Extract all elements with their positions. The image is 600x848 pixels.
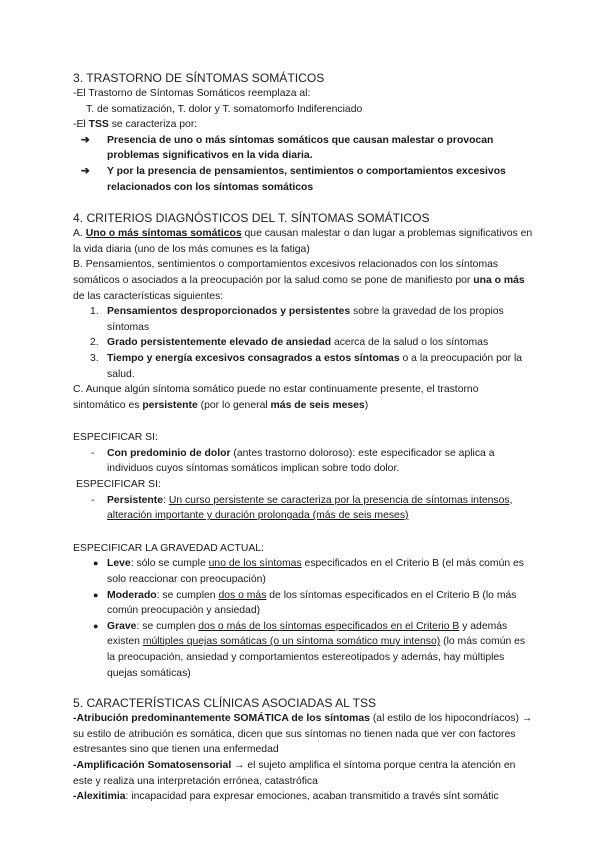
s3-line-characterized: -El TSS se caracteriza por: bbox=[73, 119, 198, 131]
arrow-icon: ➔ bbox=[81, 165, 90, 177]
criterion-b-item-3: 3. Tiempo y energía excesivos consagrados a estos síntomas o a la preocupación por la salud. bbox=[90, 352, 523, 380]
severity-mild: ● Leve: sólo se cumple uno de los síntomas especificados en el Criterio B (el más común es solo reaccionar con preocupación) bbox=[93, 556, 533, 587]
s3-line-replaces: -El Trastorno de Síntomas Somáticos reemplaza al: bbox=[73, 88, 311, 99]
feature-somatic-attribution: -Atribución predominantemente SOMÁTICA de los síntomas (al estilo de los hipocondríacos) → su estilo de atribución es somática, dicen que sus síntomas no tienen nada que ver con factores estresantes sino que tienen una enfermedad bbox=[73, 713, 533, 756]
document-page bbox=[73, 70, 533, 805]
specifier-persistent: - Persistente: Un curso persistente se caracteriza por la presencia de síntomas intensos, alteración importante y duración prolongada (más de seis meses) bbox=[91, 494, 513, 522]
s3-arrow-item-2: ➔ Y por la presencia de pensamientos, sentimientos o comportamientos excesivos relacionados con los síntomas somáticos bbox=[81, 164, 533, 195]
criterion-b-item-2: 2. Grado persistentemente elevado de ansiedad acerca de la salud o los síntomas bbox=[90, 337, 489, 349]
severity-moderate: ● Moderado: se cumplen dos o más de los síntomas especificados en el Criterio B (lo más común preocupación y ansiedad) bbox=[93, 588, 533, 619]
specifier-pain: - Con predominio de dolor (antes trastorno doloroso): este especificador se aplica a individuos cuyos síntomas somáticos implican sobre todo dolor. bbox=[91, 447, 495, 475]
bullet-icon: ● bbox=[93, 620, 99, 631]
specify-heading-1: ESPECIFICAR SI: bbox=[73, 432, 158, 444]
arrow-icon: ➔ bbox=[81, 134, 90, 146]
criterion-b-item-1: 1. Pensamientos desproporcionados y persistentes sobre la gravedad de los propios síntomas bbox=[90, 306, 504, 333]
section-5-heading: 5. CARACTERÍSTICAS CLÍNICAS ASOCIADAS AL TSS bbox=[73, 696, 377, 711]
s3-line-disorders: T. de somatización, T. dolor y T. somatomorfo Indiferenciado bbox=[86, 103, 363, 115]
criterion-a: A. Uno o más síntomas somáticos que causan malestar o dan lugar a problemas significativos en la vida diaria (uno de los más comunes es la fatiga) bbox=[73, 228, 533, 255]
severity-severe: ● Grave: se cumplen dos o más de los síntomas especificados en el Criterio B y además existen múltiples quejas somáticas (o un síntoma somático muy intenso) (lo más común es la preocupación, ansiedad y comportamientos estereotipados y además, hay múltiples quejas somáticas) bbox=[93, 619, 533, 681]
severity-heading: ESPECIFICAR LA GRAVEDAD ACTUAL: bbox=[73, 542, 264, 554]
criterion-c: C. Aunque algún síntoma somático puede no estar continuamente presente, el trastorno sintomático es persistente (por lo general más de seis meses) bbox=[73, 384, 479, 411]
criterion-b: B. Pensamientos, sentimientos o comportamientos excesivos relacionados con los síntomas somáticos o asociados a la preocupación por la salud como se pone de manifiesto por una o más de las características siguientes: bbox=[73, 259, 525, 302]
bullet-icon: ● bbox=[93, 589, 99, 600]
s3-arrow-item-1: ➔ Presencia de uno o más síntomas somáticos que causan malestar o provocan problemas significativos en la vida diaria. bbox=[81, 133, 533, 164]
bullet-icon: ● bbox=[93, 558, 99, 569]
feature-alexithymia: -Alexitimia: incapacidad para expresar emociones, acaban transmitido a través sínt somátic bbox=[73, 791, 499, 803]
section-4-heading: 4. CRITERIOS DIAGNÓSTICOS DEL T. SÍNTOMAS SOMÁTICOS bbox=[73, 211, 430, 226]
feature-somatosensory-amplification: -Amplificación Somatosensorial → el sujeto amplifica el síntoma porque centra la atención en este y realiza una interpretación errónea, catastrófica bbox=[73, 759, 516, 787]
section-3-heading: 3. TRASTORNO DE SÍNTOMAS SOMÁTICOS bbox=[73, 71, 325, 85]
specify-heading-2: ESPECIFICAR SI: bbox=[76, 479, 161, 491]
